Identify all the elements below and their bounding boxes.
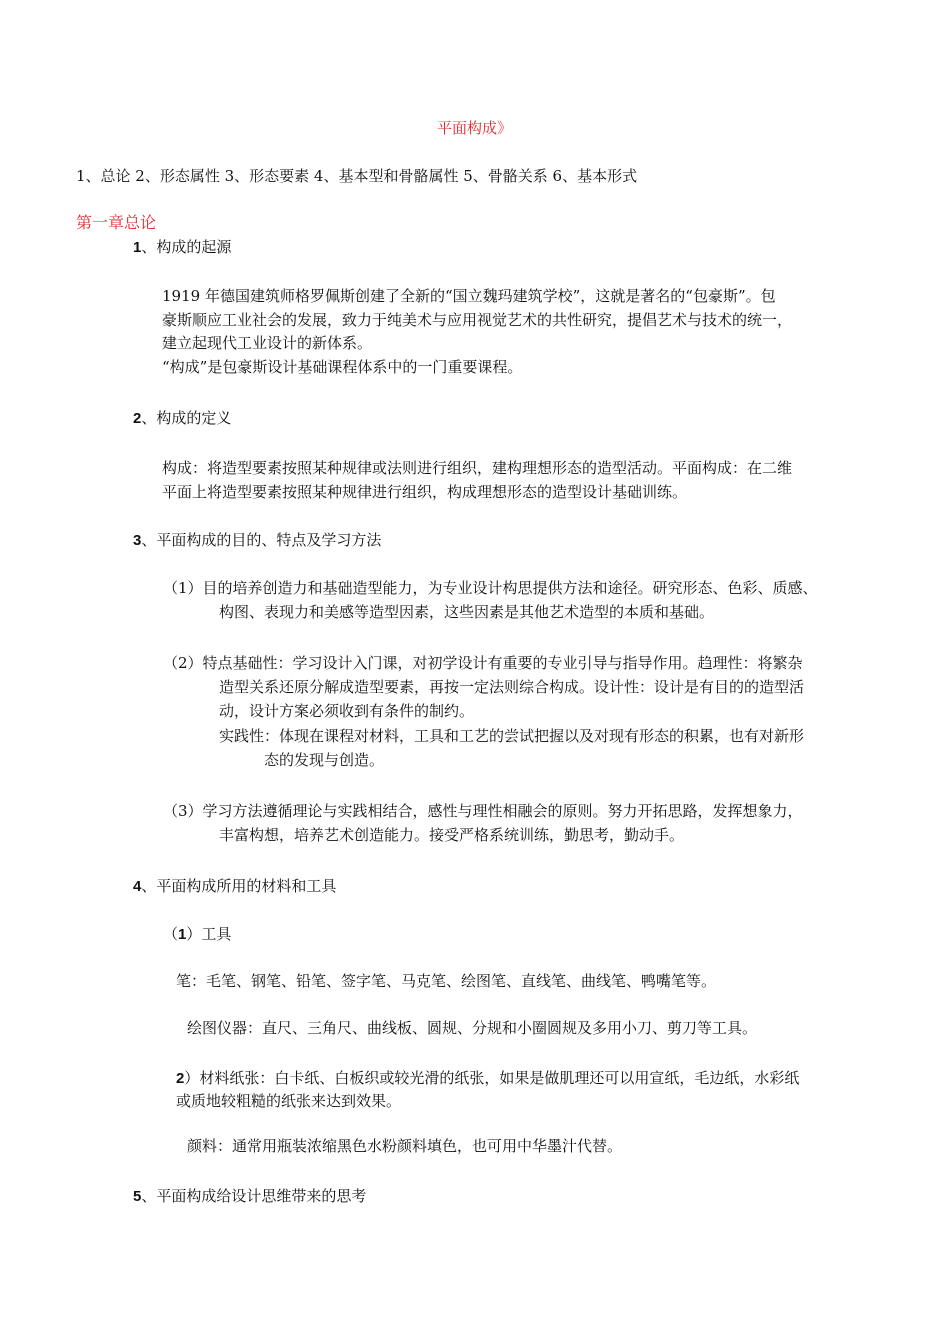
list-item-line: 构图、表现力和美感等造型因素，这些因素是其他艺术造型的本质和基础。 [219,603,715,621]
section-number: 5 [133,1188,142,1205]
subsection-number: 1 [178,926,187,943]
paragraph-line: “构成”是包豪斯设计基础课程体系中的一门重要课程。 [162,358,523,376]
section-title: 、平面构成给设计思维带来的思考 [141,1187,367,1205]
subsection-heading [163,922,231,947]
paragraph-line: 建立起现代工业设计的新体系。 [162,334,373,352]
list-item-line: 丰富构想，培养艺术创造能力。接受严格系统训练，勤思考，勤动手。 [219,826,685,844]
subsection-paren: （ [163,925,179,943]
list-item-line: （2）特点基础性：学习设计入门课，对初学设计有重要的专业引导与指导作用。趋理性：将繁杂 [163,654,803,672]
paragraph-line: 或质地较粗糙的纸张来达到效果。 [176,1092,402,1110]
paragraph-line: 1919 年德国建筑师格罗佩斯创建了全新的“国立魏玛建筑学校”，这就是著名的“包豪斯”。包 [162,287,776,305]
table-of-contents: 1、总论 2、形态属性 3、形态要素 4、基本型和骨骼属性 5、骨骼关系 6、基本形式 [76,167,638,185]
paragraph-line: 构成：将造型要素按照某种规律或法则进行组织，建构理想形态的造型活动。平面构成：在二维 [162,459,793,477]
section-title: 、平面构成所用的材料和工具 [141,877,337,895]
chapter-heading: 第一章总论 [76,213,157,232]
section-number: 2 [133,410,142,427]
document-title: 平面构成》 [437,119,513,137]
section-title: 、平面构成的目的、特点及学习方法 [141,531,382,549]
section-title: 、构成的起源 [141,238,232,256]
list-item-line: 造型关系还原分解成造型要素，再按一定法则综合构成。设计性：设计是有目的的造型活 [219,678,805,696]
paragraph-line: 平面上将造型要素按照某种规律进行组织，构成理想形态的造型设计基础训练。 [162,483,688,501]
section-number: 4 [133,878,142,895]
subsection-label: ）工具 [186,925,232,943]
list-item-line: 态的发现与创造。 [264,751,385,769]
paragraph-line: 豪斯顺应工业社会的发展，致力于纯美术与应用视觉艺术的共性研究，提倡艺术与技术的统一， [162,311,793,329]
section-number: 1 [133,239,142,256]
subsection-text: ）材料纸张：白卡纸、白板织或较光滑的纸张，如果是做肌理还可以用宣纸，毛边纸，水彩纸 [184,1069,800,1087]
section-4-heading [133,874,336,899]
section-number: 3 [133,532,142,549]
list-item-line: 实践性：体现在课程对材料，工具和工艺的尝试把握以及对现有形态的积累，也有对新形 [219,727,805,745]
paragraph-line: 笔：毛笔、钢笔、铅笔、签字笔、马克笔、绘图笔、直线笔、曲线笔、鸭嘴笔等。 [176,972,717,990]
section-title: 、构成的定义 [141,409,232,427]
paragraph-line [176,1066,799,1091]
subsection-number: 2 [176,1070,185,1087]
section-5-heading [133,1184,366,1209]
section-3-heading [133,528,381,553]
paragraph-line: 颜料：通常用瓶装浓缩黑色水粉颜料填色，也可用中华墨汁代替。 [187,1137,623,1155]
list-item-line: （1）目的培养创造力和基础造型能力，为专业设计构思提供方法和途径。研究形态、色彩、质感、 [163,579,818,597]
section-1-heading [133,235,231,260]
paragraph-line: 绘图仪器：直尺、三角尺、曲线板、圆规、分规和小圈圆规及多用小刀、剪刀等工具。 [187,1019,758,1037]
list-item-line: 动，设计方案必须收到有条件的制约。 [219,702,475,720]
list-item-line: （3）学习方法遵循理论与实践相结合，感性与理性相融会的原则。努力开拓思路，发挥想象力， [163,802,803,820]
section-2-heading [133,406,231,431]
